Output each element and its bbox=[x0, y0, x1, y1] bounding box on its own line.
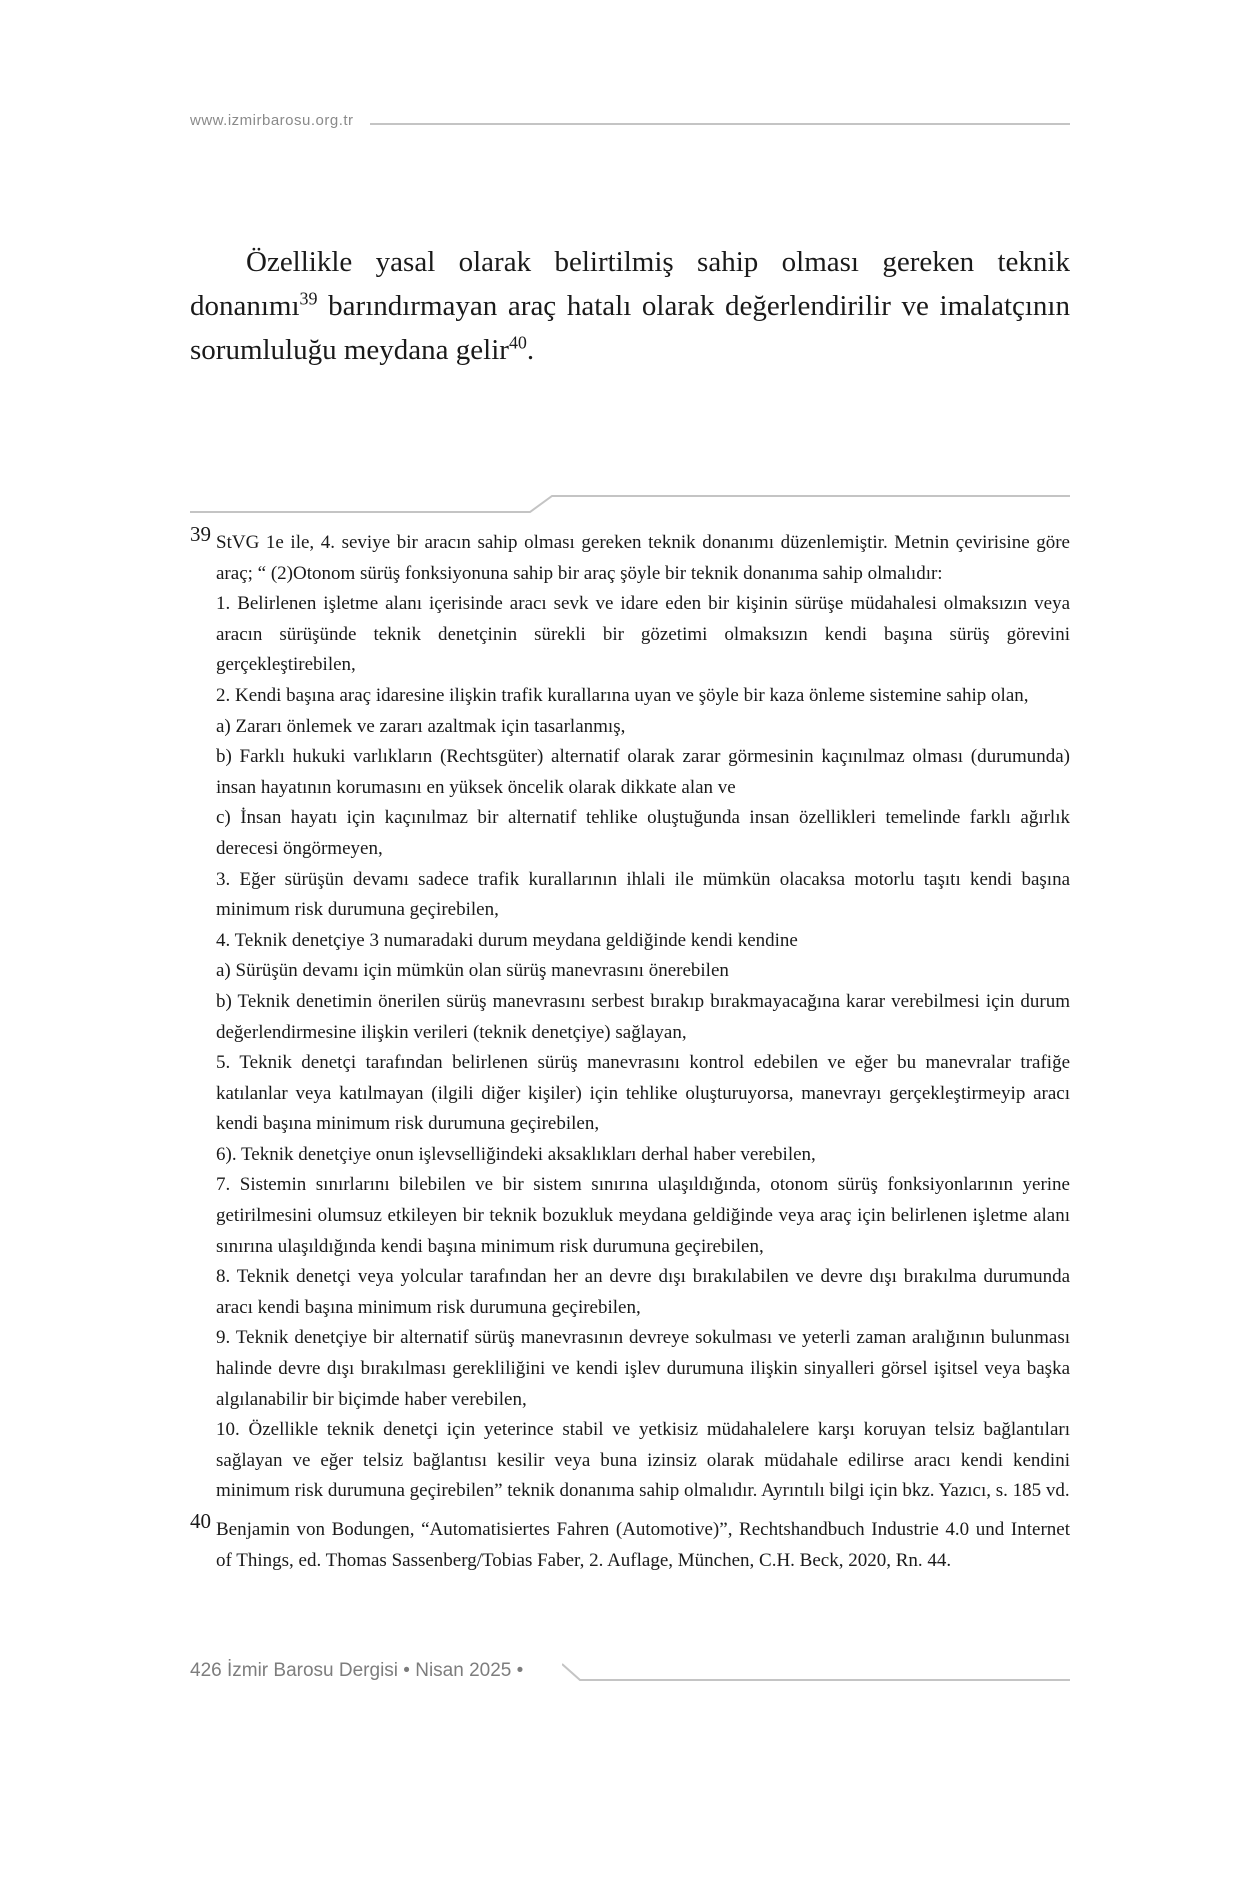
footnote-number: 40 bbox=[190, 1509, 211, 1533]
body-text-part-2: barındırmayan araç hatalı olarak değerlendirilir ve imalatçının sorumluluğu meydana gelir bbox=[190, 290, 1070, 366]
footer-text: 426 İzmir Barosu Dergisi • Nisan 2025 • bbox=[190, 1660, 524, 1681]
header-url[interactable]: www.izmirbarosu.org.tr bbox=[190, 112, 360, 129]
footnote-line: 3. Eğer sürüşün devamı sadece trafik kurallarının ihlali ile mümkün olacaksa motorlu taşıtı kendi başına minimum risk durumuna geçirebilen, bbox=[216, 868, 1070, 921]
footer-rule bbox=[562, 1662, 1070, 1682]
footnote-ref-39[interactable]: 39 bbox=[299, 288, 318, 309]
footnote-line: 4. Teknik denetçiye 3 numaradaki durum meydana geldiğinde kendi kendine bbox=[216, 929, 798, 951]
footnote-ref-40[interactable]: 40 bbox=[508, 332, 527, 353]
footnote-line: Benjamin von Bodungen, “Automatisiertes Fahren (Automotive)”, Rechtshandbuch Industrie 4.0 und Internet of Things, ed. Thomas Sassenberg/Tobias Faber, 2. Auflage, München, C.H. Beck, 2020, Rn. 44. bbox=[216, 1519, 1070, 1571]
footnote-line: a) Sürüşün devamı için mümkün olan sürüş manevrasını önerebilen bbox=[216, 960, 729, 982]
footnote-divider bbox=[190, 494, 1070, 514]
footnotes-section bbox=[190, 522, 1070, 1584]
footnote-line: 6). Teknik denetçiye onun işlevselliğindeki aksaklıkları derhal haber verebilen, bbox=[216, 1143, 816, 1165]
footnote-line: 8. Teknik denetçi veya yolcular tarafından her an devre dışı bırakılabilen ve devre dışı bırakılma durumunda aracı kendi başına minimum risk durumuna geçirebilen, bbox=[216, 1266, 1070, 1318]
body-text-part-3: . bbox=[526, 334, 535, 366]
header-rule bbox=[370, 123, 1070, 125]
footnote-line: b) Teknik denetimin önerilen sürüş manevrasını serbest bırakıp bırakmayacağına karar verebilmesi için durum değerlendirmesine ilişkin verileri (teknik denetçiye) sağlayan, bbox=[216, 990, 1070, 1043]
page-header bbox=[190, 112, 1070, 136]
footnote-39 bbox=[190, 522, 1070, 1507]
footnote-line: 5. Teknik denetçi tarafından belirlenen sürüş manevrasını kontrol edebilen ve eğer bu manevralar trafiğe katılanlar veya katılmayan (ilgili diğer kişiler) için tehlike oluşturuyorsa, manevrayı gerçekleştirmeyip aracı kendi başına minimum risk durumuna geçirebilen, bbox=[216, 1052, 1070, 1135]
body-paragraph bbox=[190, 240, 1070, 372]
footnote-line: c) İnsan hayatı için kaçınılmaz bir alternatif tehlike oluştuğunda insan özellikleri temelinde farklı ağırlık derecesi öngörmeyen, bbox=[216, 807, 1070, 859]
footnote-line: 10. Özellikle teknik denetçi için yeterince stabil ve yetkisiz müdahalelere karşı koruyan telsiz bağlantıları sağlayan ve eğer telsiz bağlantısı kesilir veya buna izinsiz olarak müdahale edilirse aracı kendi kendini minimum risk durumuna geçirebilen” teknik donanıma sahip olmalıdır. Ayrıntılı bilgi için bkz. Yazıcı, s. 185 vd. bbox=[216, 1419, 1070, 1502]
footnote-line: 9. Teknik denetçiye bir alternatif sürüş manevrasının devreye sokulması ve yeterli zaman aralığının bulunması halinde devre dışı bırakılması gerekliliğini ve kendi işlev durumuna ilişkin sinyalleri görsel işitsel veya başka algılanabilir bir biçimde haber verebilen, bbox=[216, 1327, 1070, 1410]
body-text-part-1: Özellikle yasal olarak belirtilmiş sahip olması gereken teknik donanımı bbox=[190, 246, 1070, 322]
footnote-line: b) Farklı hukuki varlıkların (Rechtsgüter) alternatif olarak zarar görmesinin kaçınılmaz olması (durumunda) insan hayatının korumasını en yüksek öncelik olarak dikkate alan ve bbox=[216, 746, 1070, 798]
footnote-number: 39 bbox=[190, 522, 211, 546]
footnote-line: 2. Kendi başına araç idaresine ilişkin trafik kurallarına uyan ve şöyle bir kaza önleme sistemine sahip olan, bbox=[216, 684, 1029, 706]
footnote-line: StVG 1e ile, 4. seviye bir aracın sahip olması gereken teknik donanımı düzenlemiştir. Metnin çevirisine göre araç; “ (2)Otonom sürüş fonksiyonuna sahip bir araç şöyle bir teknik donanıma sahip olmalıdır: bbox=[216, 532, 1070, 584]
footnote-40 bbox=[190, 1509, 1070, 1576]
page-footer bbox=[190, 1660, 1070, 1686]
footnote-line: 1. Belirlenen işletme alanı içerisinde aracı sevk ve idare eden bir kişinin sürüşe müdahalesi olmaksızın veya aracın sürüşünde teknik denetçinin sürekli bir gözetimi olmaksızın kendi başına sürüş görevini gerçekleştirebilen, bbox=[216, 593, 1070, 676]
footnote-line: 7. Sistemin sınırlarını bilebilen ve bir sistem sınırına ulaşıldığında, otonom sürüş fonksiyonlarının yerine getirilmesini olumsuz etkileyen bir teknik bozukluk meydana geldiğinde veya araç için belirlenen işletme alanı sınırına ulaşıldığında kendi başına minimum risk durumuna geçirebilen, bbox=[216, 1174, 1070, 1257]
footnote-line: a) Zararı önlemek ve zararı azaltmak için tasarlanmış, bbox=[216, 715, 626, 737]
